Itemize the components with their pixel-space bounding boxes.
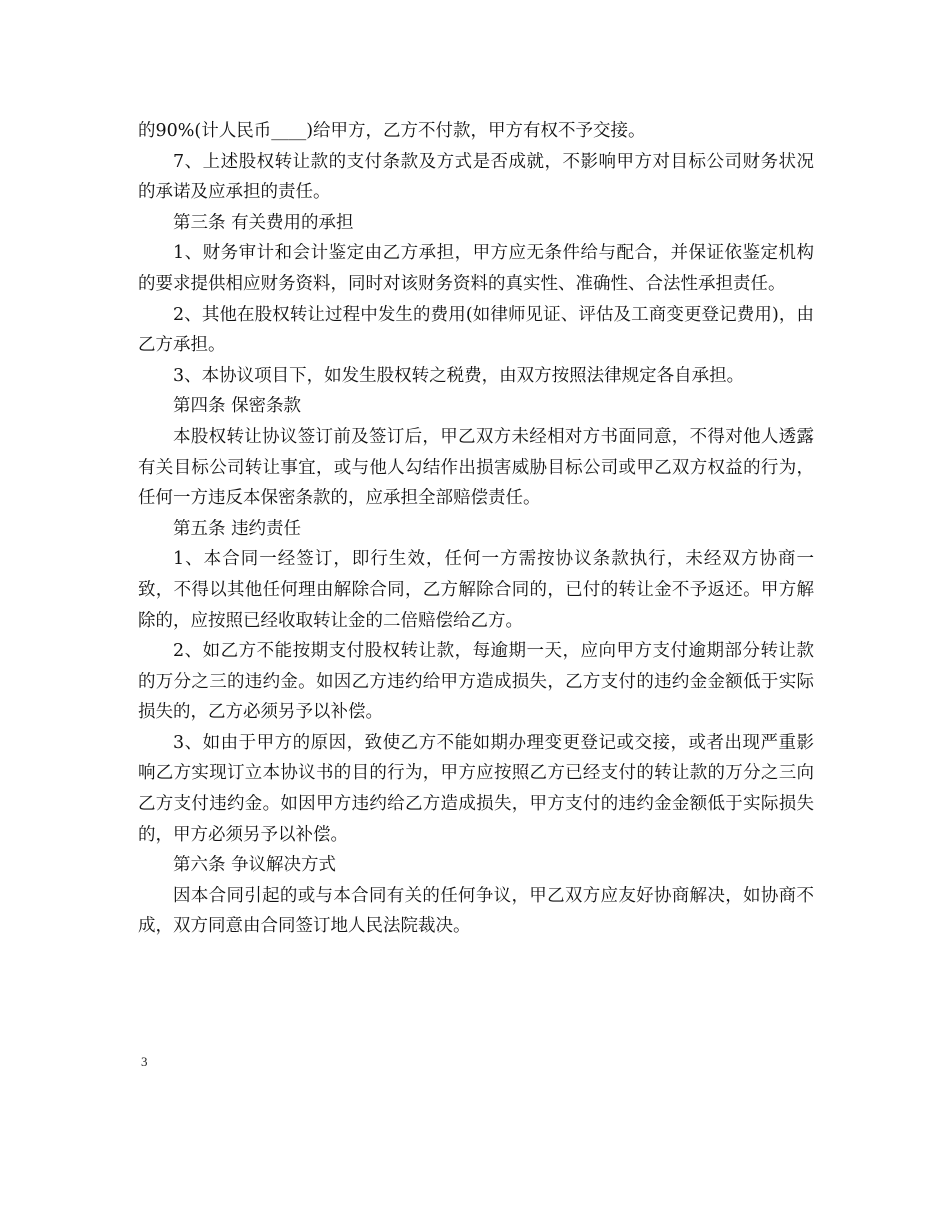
paragraph-article-3-item-2: 2、其他在股权转让过程中发生的费用(如律师见证、评估及工商变更登记费用)，由乙方承担。 [138, 304, 814, 356]
paragraph-article-3-item-1: 1、财务审计和会计鉴定由乙方承担，甲方应无条件给与配合，并保证依鉴定机构的要求提供相应财务资料，同时对该财务资料的真实性、准确性、合法性承担责任。 [138, 243, 814, 294]
heading-article-3: 第三条 有关费用的承担 [173, 212, 354, 233]
heading-article-5: 第五条 违约责任 [173, 518, 302, 539]
paragraph-article-6-body: 因本合同引起的或与本合同有关的任何争议，甲乙双方应友好协商解决，如协商不成，双方同意由合同签订地人民法院裁决。 [138, 885, 814, 937]
heading-article-6: 第六条 争议解决方式 [173, 855, 337, 876]
paragraph-article-4-body: 本股权转让协议签订前及签订后，甲乙双方未经相对方书面同意，不得对他人透露有关目标公司转让事宜，或与他人勾结作出损害威胁目标公司或甲乙双方权益的行为，任何一方违反本保密条款的，应承担全部赔偿责任。 [138, 426, 814, 509]
paragraph-article-5-item-2: 2、如乙方不能按期支付股权转让款，每逾期一天，应向甲方支付逾期部分转让款的万分之三的违约金。如因乙方违约给甲方造成损失，乙方支付的违约金金额低于实际损失的，乙方必须另予以补偿。 [138, 641, 814, 723]
page-number: 3 [141, 1054, 148, 1069]
paragraph-clause-7: 7、上述股权转让款的支付条款及方式是否成就，不影响甲方对目标公司财务状况的承诺及应承担的责任。 [138, 151, 814, 203]
paragraph-continuation: 的90%(计人民币____)给甲方，乙方不付款，甲方有权不予交接。 [138, 121, 646, 141]
paragraph-article-5-item-3: 3、如由于甲方的原因，致使乙方不能如期办理变更登记或交接，或者出现严重影响乙方实现订立本协议书的目的行为，甲方应按照乙方已经支付的转让款的万分之三向乙方支付违约金。如因甲方违约给乙方造成损失，甲方支付的违约金金额低于实际损失的，甲方必须另予以补偿。 [138, 732, 814, 845]
paragraph-article-3-item-3: 3、本协议项目下，如发生股权转之税费，由双方按照法律规定各自承担。 [173, 365, 745, 386]
heading-article-4: 第四条 保密条款 [173, 396, 302, 417]
paragraph-article-5-item-1: 1、本合同一经签订，即行生效，任何一方需按协议条款执行，未经双方协商一致，不得以其他任何理由解除合同，乙方解除合同的，已付的转让金不予返还。甲方解除的，应按照已经收取转让金的二倍赔偿给乙方。 [138, 549, 814, 631]
document-body [138, 116, 814, 942]
